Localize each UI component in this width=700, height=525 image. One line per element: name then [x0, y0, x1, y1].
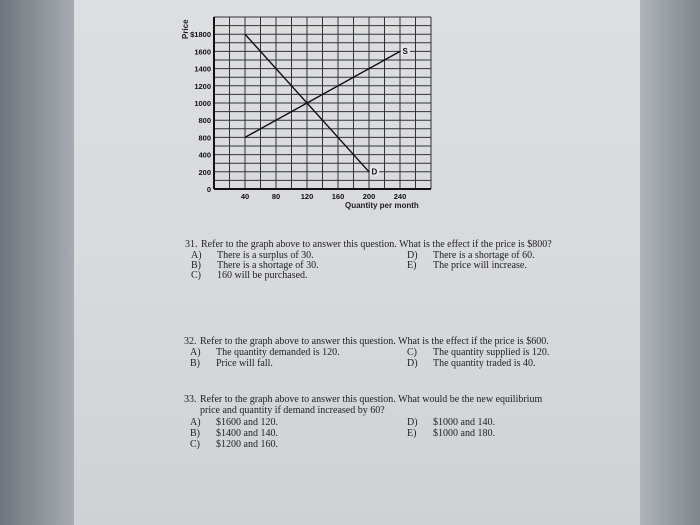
- answer-31-e[interactable]: E) The price will increase.: [407, 260, 527, 271]
- answer-32-a[interactable]: A) The quantity demanded is 120.: [190, 347, 340, 358]
- monitor-bezel-left: [0, 0, 74, 525]
- y-tick-label: 1000: [194, 99, 211, 108]
- question-32-text: Refer to the graph above to answer this question. What is the effect if the price is $600.: [200, 336, 549, 347]
- question-31-text: Refer to the graph above to answer this question. What is the effect if the price is $800?: [201, 239, 552, 250]
- answer-33-b[interactable]: B) $1400 and 140.: [190, 428, 278, 439]
- question-33-number: 33.: [184, 394, 197, 405]
- answer-32-d[interactable]: D) The quantity traded is 40.: [407, 358, 536, 369]
- question-31-stem: [185, 240, 552, 251]
- y-tick-label: 1400: [194, 64, 211, 74]
- answer-32-b[interactable]: B) Price will fall.: [190, 358, 273, 369]
- question-33-text: Refer to the graph above to answer this question. What would be the new equilibrium: [200, 394, 543, 405]
- y-tick-label: 1200: [194, 81, 211, 91]
- answer-31-c[interactable]: C) 160 will be purchased.: [191, 270, 308, 281]
- series-label-s: S: [402, 46, 408, 56]
- series-label-d: D: [371, 167, 378, 177]
- supply-demand-chart: [74, 0, 640, 220]
- answer-31-b[interactable]: B) There is a shortage of 30.: [191, 260, 319, 271]
- question-32-number: 32.: [184, 336, 197, 347]
- x-axis-label: Quantity per month: [345, 201, 419, 210]
- x-tick-label: 80: [271, 192, 281, 201]
- answer-33-e[interactable]: E) $1000 and 180.: [407, 428, 495, 439]
- question-33-stem-line2: price and quantity if demand increased by 60?: [200, 405, 385, 416]
- x-tick-label: 160: [331, 192, 345, 201]
- answer-33-d[interactable]: D) $1000 and 140.: [407, 417, 495, 428]
- answer-33-c[interactable]: C) $1200 and 160.: [190, 439, 278, 450]
- x-tick-label: 200: [362, 192, 376, 201]
- question-33-stem: [184, 395, 542, 406]
- answer-32-c[interactable]: C) The quantity supplied is 120.: [407, 347, 550, 358]
- y-tick-label: $1800: [190, 30, 211, 40]
- question-31-number: 31.: [185, 239, 198, 250]
- x-tick-label: 120: [300, 192, 314, 201]
- y-tick-label: 200: [198, 167, 211, 177]
- y-tick-label: 800: [198, 133, 211, 143]
- monitor-bezel-right: [630, 0, 700, 525]
- x-tick-label: 40: [240, 192, 250, 201]
- question-32-stem: [184, 337, 549, 348]
- answer-31-a[interactable]: A) There is a surplus of 30.: [191, 250, 314, 261]
- y-axis-label: Price: [181, 19, 190, 39]
- answer-33-a[interactable]: A) $1600 and 120.: [190, 417, 278, 428]
- answer-31-d[interactable]: D) There is a shortage of 60.: [407, 250, 535, 261]
- y-tick-label: 800: [198, 116, 211, 126]
- y-tick-label: 1600: [194, 47, 211, 57]
- y-tick-label: 400: [198, 150, 211, 160]
- worksheet-page: [74, 0, 640, 525]
- x-tick-label: 240: [393, 192, 407, 201]
- y-tick-label: 0: [206, 185, 211, 194]
